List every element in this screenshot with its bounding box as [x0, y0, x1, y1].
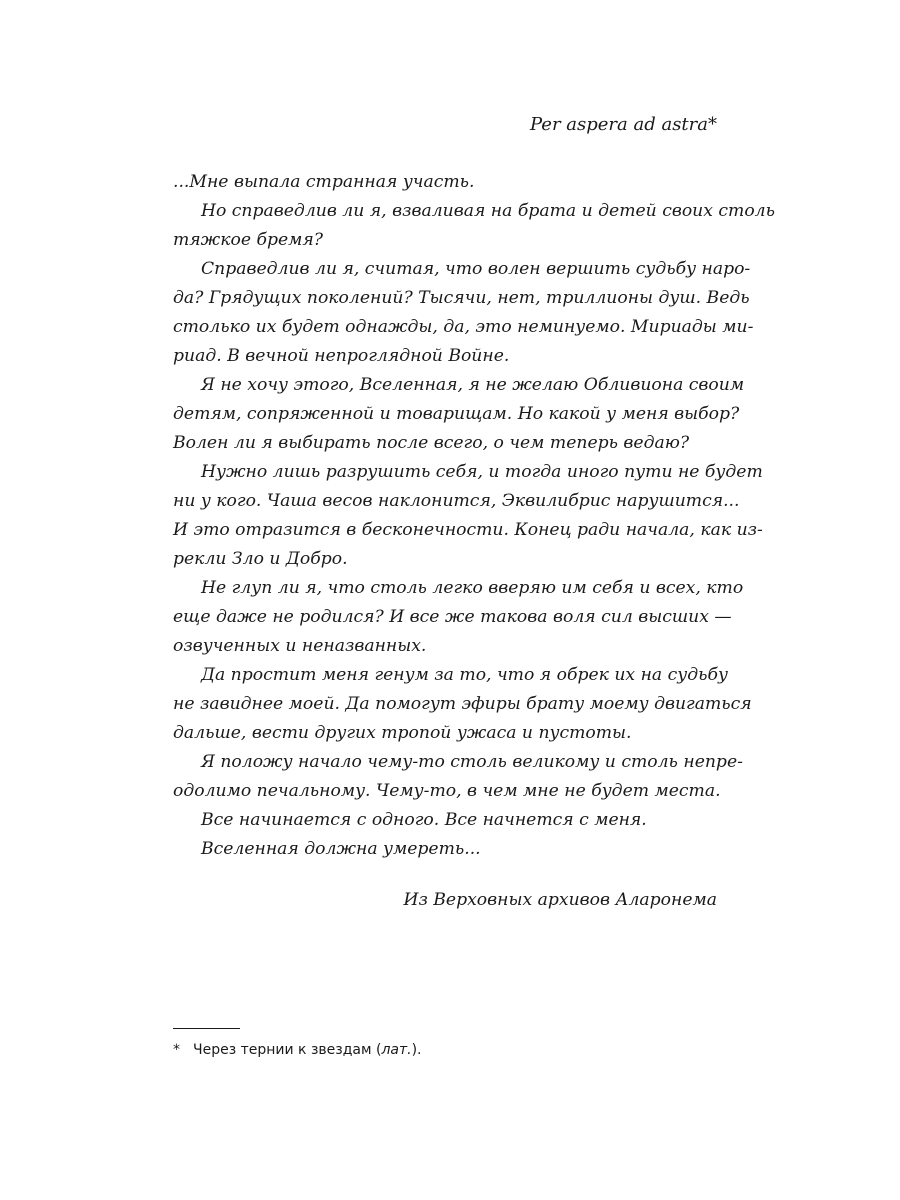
- text-line: Справедлив ли я, считая, что волен вершить судьбу наро-: [201, 259, 751, 279]
- text-line: одолимо печальному. Чему-то, в чем мне не будет места.: [173, 781, 721, 801]
- footnote-divider: [173, 1028, 240, 1029]
- text-line: еще даже не родился? И все же такова воля сил высших —: [173, 607, 732, 627]
- epigraph: Per aspera ad astra*: [530, 114, 717, 135]
- footnote-tail: ).: [411, 1042, 422, 1058]
- text-line: Нужно лишь разрушить себя, и тогда иного пути не будет: [201, 462, 763, 482]
- text-line: Вселенная должна умереть...: [201, 839, 481, 859]
- text-line: Я не хочу этого, Вселенная, я не желаю Обливиона своим: [201, 375, 745, 395]
- text-line: риад. В вечной непроглядной Войне.: [173, 346, 510, 366]
- text-line: да? Грядущих поколений? Тысячи, нет, триллионы душ. Ведь: [173, 288, 750, 308]
- text-line: ...Мне выпала странная участь.: [173, 172, 475, 192]
- text-line: Волен ли я выбирать после всего, о чем теперь ведаю?: [173, 433, 690, 453]
- footnote: [173, 1040, 422, 1060]
- attribution: Из Верховных архивов Аларонема: [403, 890, 717, 910]
- text-line: Да простит меня генум за то, что я обрек их на судьбу: [201, 665, 728, 685]
- text-line: Но справедлив ли я, взваливая на брата и детей своих столь: [201, 201, 775, 221]
- text-line: ни у кого. Чаша весов наклонится, Эквилибрис нарушится...: [173, 491, 740, 511]
- footnote-marker: *: [173, 1042, 180, 1058]
- text-line: дальше, вести других тропой ужаса и пустоты.: [173, 723, 632, 743]
- text-line: столько их будет однажды, да, это неминуемо. Мириады ми-: [173, 317, 754, 337]
- text-line: не завиднее моей. Да помогут эфиры брату моему двигаться: [173, 694, 752, 714]
- footnote-language: лат.: [381, 1042, 412, 1058]
- body-text: [173, 168, 775, 864]
- text-line: Я положу начало чему-то столь великому и столь непре-: [201, 752, 743, 772]
- text-line: озвученных и неназванных.: [173, 636, 427, 656]
- text-line: тяжкое бремя?: [173, 230, 323, 250]
- text-line: детям, сопряженной и товарищам. Но какой у меня выбор?: [173, 404, 740, 424]
- text-line: Все начинается с одного. Все начнется с меня.: [201, 810, 647, 830]
- text-line: Не глуп ли я, что столь легко вверяю им себя и всех, кто: [201, 578, 744, 598]
- text-line: рекли Зло и Добро.: [173, 549, 348, 569]
- text-line: И это отразится в бесконечности. Конец ради начала, как из-: [173, 520, 763, 540]
- footnote-text: Через тернии к звездам (: [193, 1042, 382, 1058]
